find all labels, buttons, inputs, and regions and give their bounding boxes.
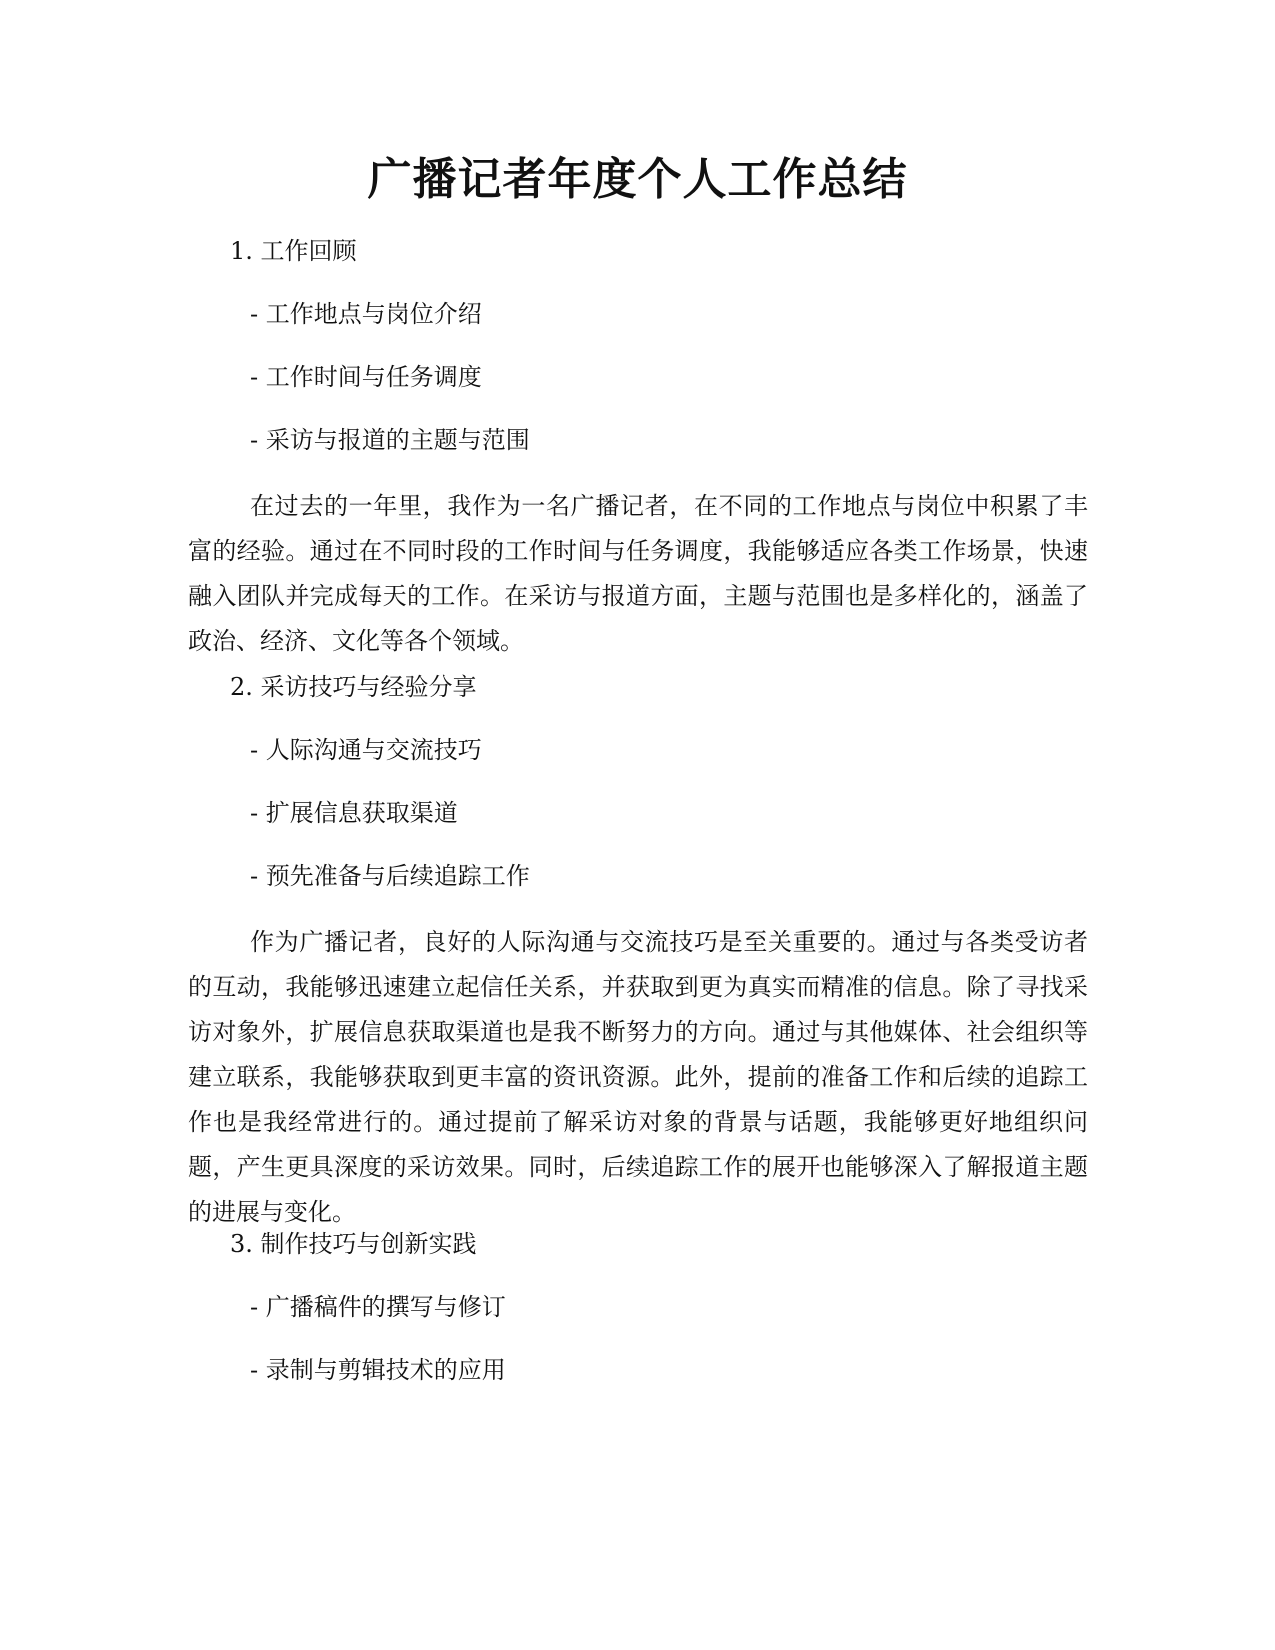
section-1-item: - 工作时间与任务调度 xyxy=(250,363,482,391)
document-title: 广播记者年度个人工作总结 xyxy=(367,154,908,205)
section-1-paragraph: 在过去的一年里，我作为一名广播记者，在不同的工作地点与岗位中积累了丰富的经验。通过在不同时段的工作时间与任务调度，我能够适应各类工作场景，快速融入团队并完成每天的工作。在采访与报道方面，主题与范围也是多样化的，涵盖了政治、经济、文化等各个领域。 xyxy=(188,492,1088,655)
section-1-item: - 工作地点与岗位介绍 xyxy=(250,300,482,328)
section-1-heading: 1. 工作回顾 xyxy=(230,237,357,265)
section-3-heading: 3. 制作技巧与创新实践 xyxy=(230,1230,477,1258)
section-2-item: - 扩展信息获取渠道 xyxy=(250,799,458,827)
section-3-item: - 录制与剪辑技术的应用 xyxy=(250,1356,506,1384)
section-2-item: - 预先准备与后续追踪工作 xyxy=(250,862,530,890)
section-2-item: - 人际沟通与交流技巧 xyxy=(250,736,482,764)
section-2-heading: 2. 采访技巧与经验分享 xyxy=(230,673,477,701)
section-2-paragraph: 作为广播记者，良好的人际沟通与交流技巧是至关重要的。通过与各类受访者的互动，我能够迅速建立起信任关系，并获取到更为真实而精准的信息。除了寻找采访对象外，扩展信息获取渠道也是我不断努力的方向。通过与其他媒体、社会组织等建立联系，我能够获取到更丰富的资讯资源。此外，提前的准备工作和后续的追踪工作也是我经常进行的。通过提前了解采访对象的背景与话题，我能够更好地组织问题，产生更具深度的采访效果。同时，后续追踪工作的展开也能够深入了解报道主题的进展与变化。 xyxy=(188,928,1088,1226)
section-1-item: - 采访与报道的主题与范围 xyxy=(250,426,530,454)
section-3-item: - 广播稿件的撰写与修订 xyxy=(250,1293,506,1321)
